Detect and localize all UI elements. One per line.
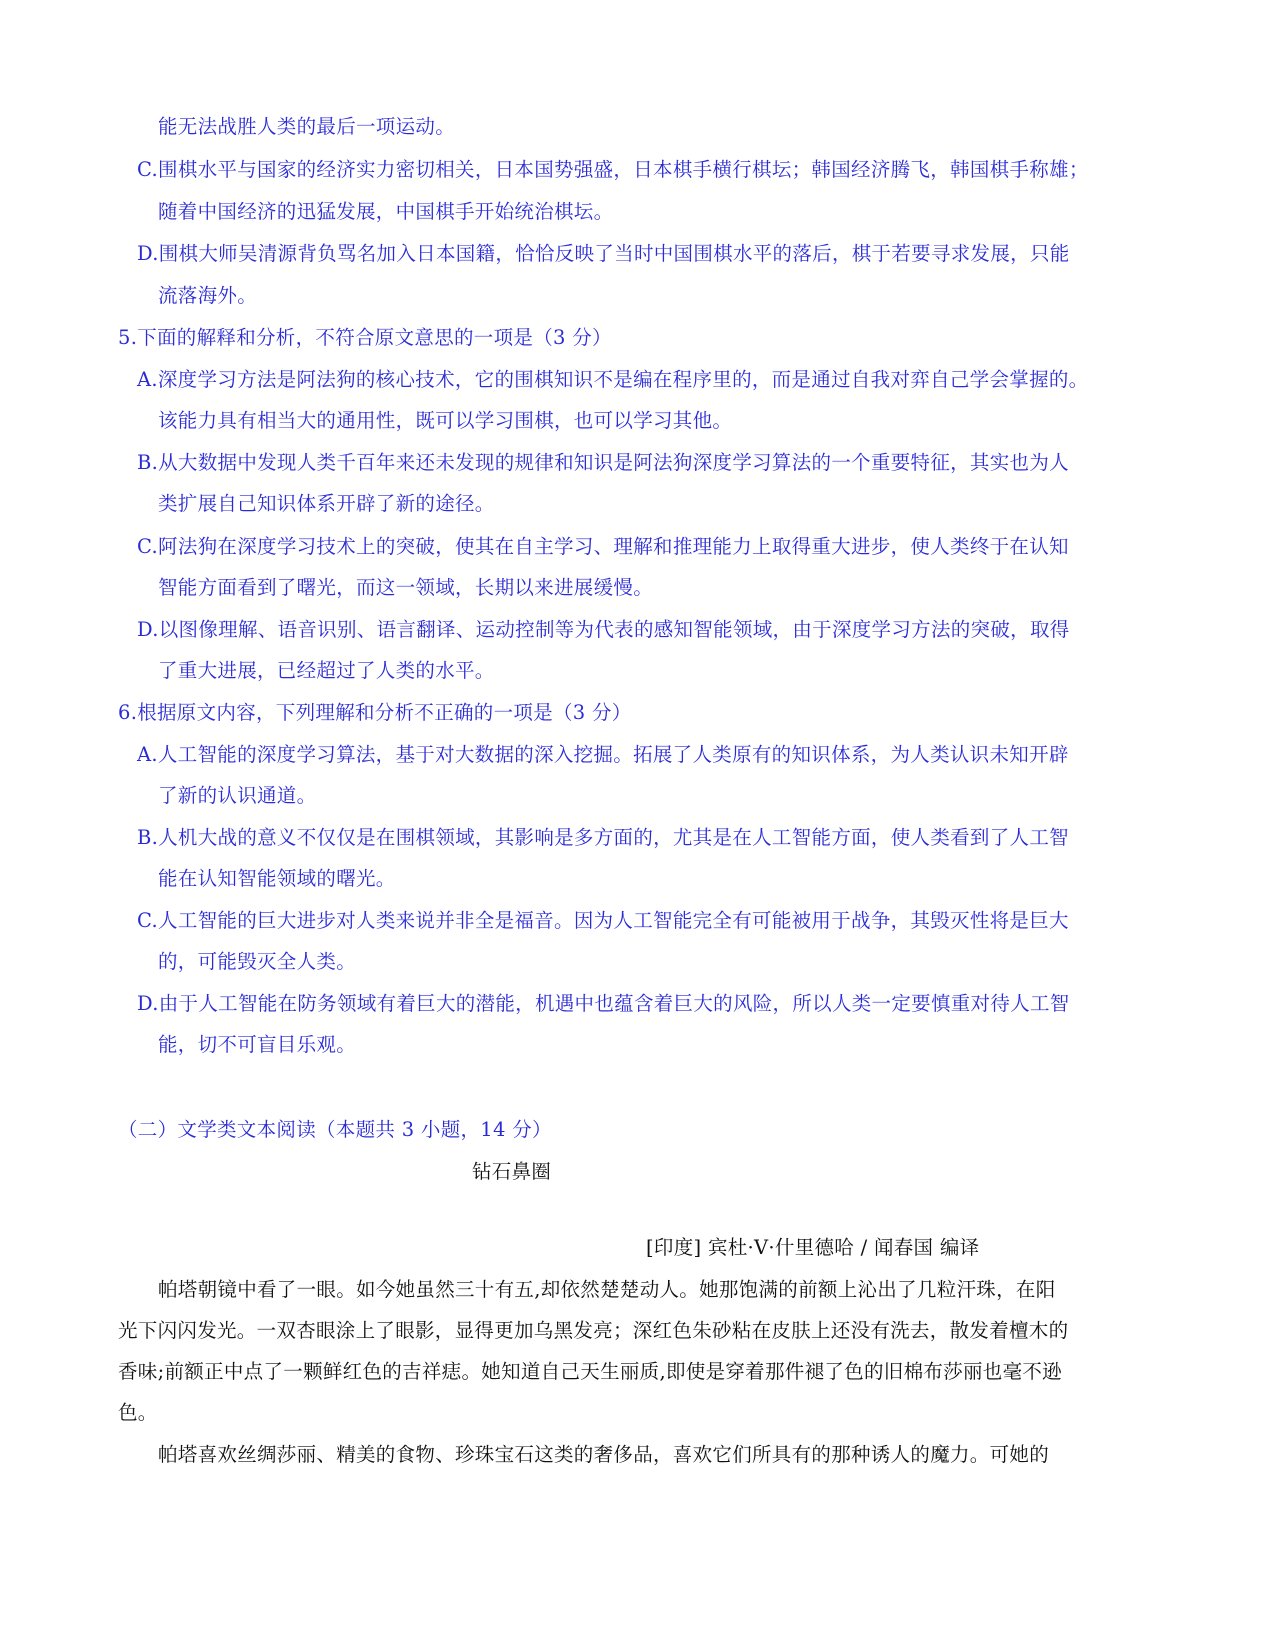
q4-option-c-line1: C.围棋水平与国家的经济实力密切相关，日本国势强盛，日本棋手横行棋坛；韩国经济腾飞，韩国棋手称雄； [137, 158, 1089, 181]
story-paragraph-2-line-1: 帕塔喜欢丝绸莎丽、精美的食物、珍珠宝石这类的奢侈品，喜欢它们所具有的那种诱人的魔力。可她的 [158, 1443, 1050, 1466]
q5-option-d-line1: D.以图像理解、语音识别、语言翻译、运动控制等为代表的感知智能领域，由于深度学习方法的突破，取得 [137, 618, 1070, 641]
q5-option-d-line2: 了重大进展，已经超过了人类的水平。 [158, 659, 495, 682]
q6-option-d-line1: D.由于人工智能在防务领域有着巨大的潜能，机遇中也蕴含着巨大的风险，所以人类一定要慎重对待人工智 [137, 992, 1070, 1015]
story-title: 钻石鼻圈 [472, 1160, 552, 1183]
q6-option-c-line2: 的，可能毁灭全人类。 [158, 950, 357, 973]
q4-option-d-line2: 流落海外。 [158, 284, 258, 307]
q5-option-b-line2: 类扩展自己知识体系开辟了新的途径。 [158, 492, 495, 515]
q5-option-c-line1: C.阿法狗在深度学习技术上的突破，使其在自主学习、理解和推理能力上取得重大进步，使人类终于在认知 [137, 535, 1069, 558]
q6-stem: 6.根据原文内容，下列理解和分析不正确的一项是（3 分） [118, 701, 632, 724]
q6-option-b-line2: 能在认知智能领域的曙光。 [158, 867, 396, 890]
story-paragraph-1-line-3: 香味;前额正中点了一颗鲜红色的吉祥痣。她知道自己天生丽质,即使是穿着那件褪了色的旧棉布莎丽也毫不逊 [118, 1360, 1062, 1383]
q6-option-a-line2: 了新的认识通道。 [158, 784, 317, 807]
story-paragraph-1-line-1: 帕塔朝镜中看了一眼。如今她虽然三十有五,却依然楚楚动人。她那饱满的前额上沁出了几粒汗珠，在阳 [158, 1278, 1056, 1301]
section-heading: （二）文学类文本阅读（本题共 3 小题，14 分） [118, 1118, 552, 1141]
q6-option-b-line1: B.人机大战的意义不仅仅是在围棋领域，其影响是多方面的，尤其是在人工智能方面，使人类看到了人工智 [137, 826, 1069, 849]
q4-option-c-line2: 随着中国经济的迅猛发展，中国棋手开始统治棋坛。 [158, 200, 614, 223]
story-paragraph-1-line-4: 色。 [118, 1401, 158, 1424]
q5-stem: 5.下面的解释和分析，不符合原文意思的一项是（3 分） [118, 326, 612, 349]
q5-option-c-line2: 智能方面看到了曙光，而这一领域，长期以来进展缓慢。 [158, 576, 654, 599]
q5-option-a-line1: A.深度学习方法是阿法狗的核心技术，它的围棋知识不是编在程序里的，而是通过自我对弈自己学会掌握的。 [137, 368, 1089, 391]
q5-option-b-line1: B.从大数据中发现人类千百年来还未发现的规律和知识是阿法狗深度学习算法的一个重要特征，其实也为人 [137, 451, 1069, 474]
q6-option-a-line1: A.人工智能的深度学习算法，基于对大数据的深入挖掘。拓展了人类原有的知识体系，为人类认识未知开辟 [137, 743, 1069, 766]
q6-option-c-line1: C.人工智能的巨大进步对人类来说并非全是福音。因为人工智能完全有可能被用于战争，其毁灭性将是巨大 [137, 909, 1069, 932]
q4-option-b-line2: 能无法战胜人类的最后一项运动。 [158, 115, 456, 138]
q5-option-a-line2: 该能力具有相当大的通用性，既可以学习围棋，也可以学习其他。 [158, 409, 733, 432]
q4-option-d-line1: D.围棋大师吴清源背负骂名加入日本国籍，恰恰反映了当时中国围棋水平的落后，棋于若要寻求发展，只能 [137, 242, 1070, 265]
story-paragraph-1-line-2: 光下闪闪发光。一双杏眼涂上了眼影，显得更加乌黑发亮；深红色朱砂粘在皮肤上还没有洗去，散发着檀木的 [118, 1319, 1069, 1342]
story-byline: [印度] 宾杜·V·什里德哈 / 闻春国 编译 [646, 1236, 980, 1259]
q6-option-d-line2: 能，切不可盲目乐观。 [158, 1033, 357, 1056]
